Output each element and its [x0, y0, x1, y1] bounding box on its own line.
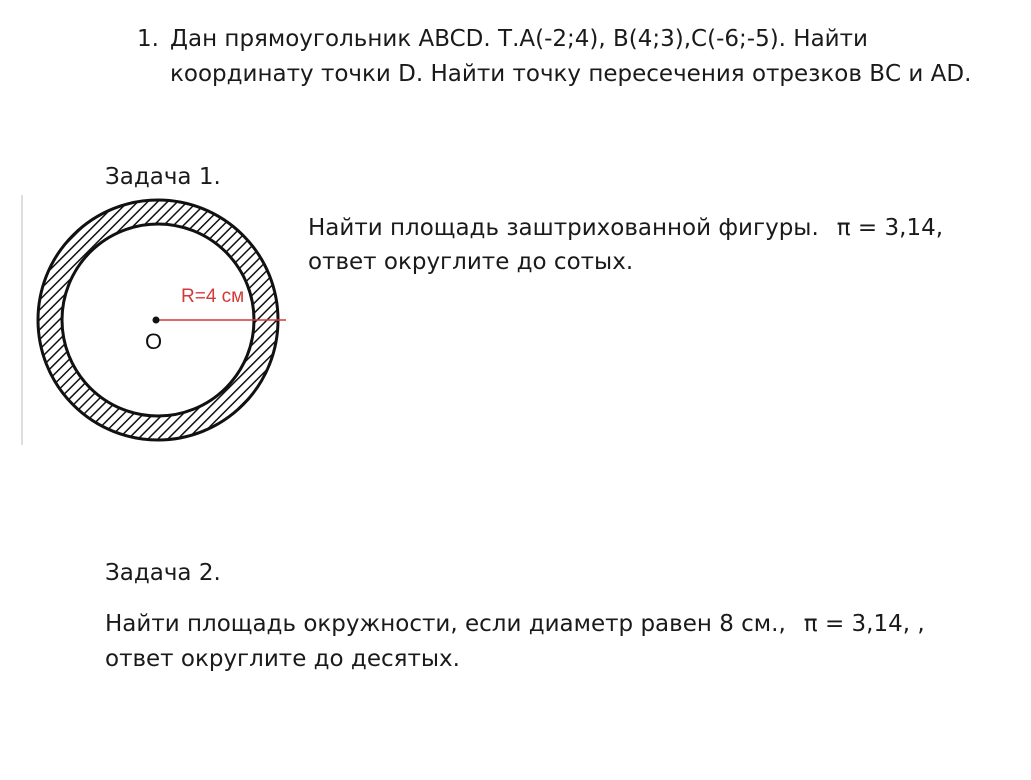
- center-label: O: [145, 329, 163, 354]
- task1-line1: [308, 211, 943, 246]
- task1-line2: ответ округлите до сотых.: [308, 249, 634, 275]
- task1-line1-text: Найти площадь заштрихованной фигуры.: [308, 215, 819, 241]
- problem1-line2: координату точки D. Найти точку пересечения отрезков ВС и AD.: [170, 61, 972, 87]
- task2-line1-text: Найти площадь окружности, если диаметр равен 8 см.,: [105, 611, 786, 637]
- task1-pi: π = 3,14,: [836, 215, 944, 241]
- problem1-line1: Дан прямоугольник ABCD. Т.А(-2;4), В(4;3),С(-6;-5). Найти: [170, 26, 868, 52]
- task2-heading: Задача 2.: [105, 560, 221, 586]
- radius-label: R=4 см: [181, 286, 245, 307]
- center-point: [153, 317, 160, 324]
- annulus-figure: [0, 190, 300, 464]
- task1-heading: Задача 1.: [105, 164, 221, 190]
- task2-line2: ответ округлите до десятых.: [105, 646, 460, 672]
- task2-line1: [105, 607, 925, 642]
- task2-pi: π = 3,14, ,: [803, 611, 925, 637]
- problem-number: 1.: [137, 26, 159, 52]
